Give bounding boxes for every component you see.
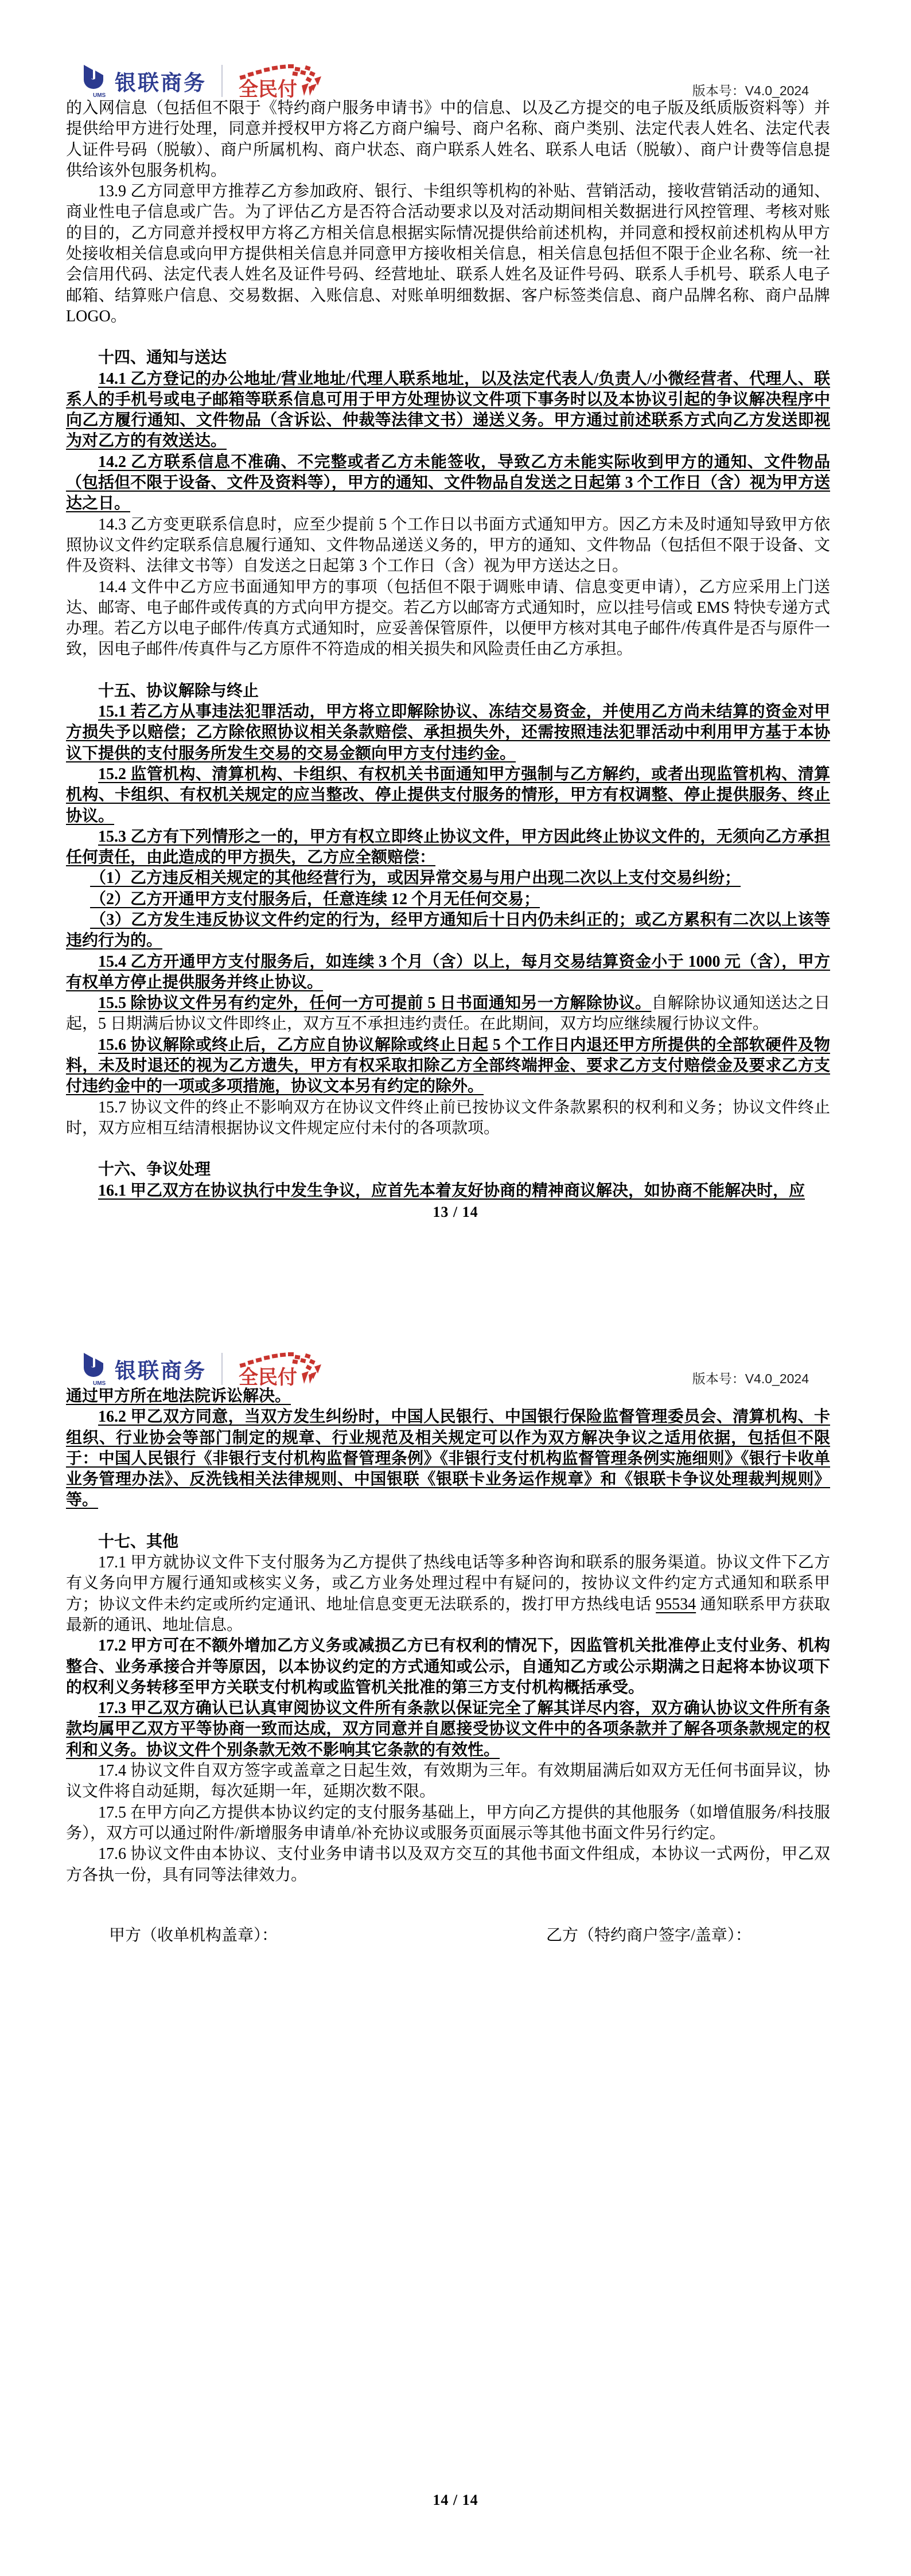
paragraph [66,702,830,764]
text-run: 16.2 甲乙双方同意，当双方发生纠纷时，中国人民银行、中国银行保险监督管理委员会、清算机构、卡组织、行业协会等部门制定的规章、行业规范及相关规定可以作为双方解决争议之适用依据，包括但不限于：中国人民银行《非银行支付机构监督管理条例》《非银行支付机构监督管理条例实施细则》《银行卡收单业务管理办法》、反洗钱相关法律规则、中国银联《银联卡业务运作规章》和《银联卡争议处理裁判规则》等。 [66,1408,830,1509]
paragraph [66,1552,830,1636]
page1-number: 13 / 14 [433,1204,478,1220]
section-heading [66,1159,830,1180]
section-heading [66,348,830,368]
page2-body [66,1386,830,1886]
party-b-signature-label: 乙方（特约商户签字/盖章）： [546,1927,752,1944]
section-heading [66,1532,830,1552]
text-run: 自解除协议通知送达之日起，5 日期满后协议文件即终止，双方互不承担违约责任。在此期间，双方均应继续履行协议文件。 [66,994,830,1033]
paragraph [66,1636,830,1698]
text-run: 17.5 在甲方向乙方提供本协议约定的支付服务基础上，甲方向乙方提供的其他服务（如增值服务/科技服务），双方可以通过附件/新增服务申请单/补充协议或服务页面展示等其他书面文件另行约定。 [66,1803,830,1842]
text-run: 十四、通知与送达 [98,349,227,367]
paragraph [66,1407,830,1511]
paragraph [66,1098,830,1139]
quanminfu-logo-icon [235,1351,327,1387]
text-run: （1）乙方违反相关规定的其他经营行为，或因异常交易与用户出现二次以上支付交易纠纷； [90,869,741,888]
header-divider [221,65,223,97]
text-run: （3）乙方发生违反协议文件约定的行为，经甲方通知后十日内仍未纠正的；或乙方累积有二次以上该等违约行为的。 [66,910,830,950]
paragraph [66,889,830,910]
text-run: 17.4 协议文件自双方签字或盖章之日起生效，有效期为三年。有效期届满后如双方无任何书面异议，协议文件将自动延期，每次延期一年，延期次数不限。 [66,1762,830,1801]
text-run: 15.2 监管机构、清算机构、卡组织、有权机关书面通知甲方强制与乙方解约，或者出现监管机构、清算机构、卡组织、有权机关规定的应当整改、停止提供支付服务的情形，甲方有权调整、停止提供服务、终止协议。 [66,765,830,825]
paragraph [66,868,830,889]
paragraph [66,181,830,327]
text-run: 17.1 甲方就协议文件下支付服务为乙方提供了热线电话等多种咨询和联系的服务渠道。协议文件下乙方有义务向甲方履行通知或核实义务，或乙方业务处理过程中有疑问的，按协议文件约定方式通知和联系甲方；协议文件未约定或所约定通讯、地址信息变更无法联系的，拨打甲方热线电话 [66,1554,830,1613]
text-run: 14.1 乙方登记的办公地址/营业地址/代理人联系地址，以及法定代表人/负责人/小微经营者、代理人、联系人的手机号或电子邮箱等联系信息可用于甲方处理协议文件项下事务时以及本协议引起的争议解决程序中向乙方履行通知、文件物品（含诉讼、仲裁等法律文书）递送义务。甲方通过前述联系方式向乙方发送即视为对乙方的有效送达。 [66,369,830,450]
page2-number: 14 / 14 [433,2492,478,2508]
company-name: 银联商务 [115,1359,207,1383]
document-header [80,1351,327,1387]
paragraph [66,98,830,181]
svg-text:UMS: UMS [93,92,106,98]
paragraph [66,369,830,452]
text-run: 15.3 乙方有下列情形之一的，甲方有权立即终止协议文件，甲方因此终止协议文件的，无须向乙方承担任何责任，由此造成的甲方损失，乙方应全额赔偿： [66,827,830,867]
text-run: 15.4 乙方开通甲方支付服务后，如连续 3 个月（含）以上，每月交易结算资金小于 1000 元（含），甲方有权单方停止提供服务并终止协议。 [66,952,830,991]
text-run: 14.2 乙方联系信息不准确、不完整或者乙方未能签收，导致乙方未能实际收到甲方的通知、文件物品（包括但不限于设备、文件及资料等），甲方的通知、文件物品自发送之日起第 3 个工作日（含）视为甲方送达之日。 [66,453,830,513]
svg-text:全民付: 全民付 [239,1367,297,1387]
paragraph [66,993,830,1035]
paragraph [66,764,830,827]
paragraph [66,452,830,515]
text-run: 15.6 协议解除或终止后，乙方应自协议解除或终止日起 5 个工作日内退还甲方所提供的全部软硬件及物料，未及时退还的视为乙方遗失，甲方有权采取扣除乙方全部终端押金、要求乙方支付赔偿金及要求乙方支付违约金中的一项或多项措施，协议文本另有约定的除外。 [66,1036,830,1096]
text-run: 15.5 除协议文件另有约定外，任何一方可提前 5 日书面通知另一方解除协议。 [98,994,652,1013]
quanminfu-logo-icon [235,63,327,99]
text-run: 16.1 甲乙双方在协议执行中发生争议，应首先本着友好协商的精神商议解决，如协商不能解决时，应 [98,1181,805,1200]
text-run: （2）乙方开通甲方支付服务后，任意连续 12 个月无任何交易； [90,890,540,908]
company-name: 银联商务 [115,71,207,95]
text-run: 十五、协议解除与终止 [98,682,259,700]
paragraph [66,827,830,869]
text-run: 的入网信息（包括但不限于《特约商户服务申请书》中的信息、以及乙方提交的电子版及纸质版资料等）并提供给甲方进行处理，同意并授权甲方将乙方商户编号、商户名称、商户类别、法定代表人姓名、法定代表人证件号码（脱敏）、商户所属机构、商户状态、商户联系人姓名、联系人电话（脱敏）、商户计费等信息提供给该外包服务机构。 [66,99,830,180]
paragraph [66,910,830,952]
paragraph [66,515,830,577]
text-run: 17.3 甲乙双方确认已认真审阅协议文件所有条款以保证完全了解其详尽内容，双方确认协议文件所有条款均属甲乙双方平等协商一致而达成，双方同意并自愿接受协议文件中的各项条款并了解各项条款规定的权利和义务。协议文件个别条款无效不影响其它条款的有效性。 [66,1699,830,1759]
ums-logo-icon [80,1352,107,1386]
text-run: 通过甲方所在地法院诉讼解决。 [66,1387,291,1405]
paragraph [66,1386,830,1407]
text-run: 14.3 乙方变更联系信息时，应至少提前 5 个工作日以书面方式通知甲方。因乙方未及时通知导致甲方依照协议文件约定联系信息履行通知、文件物品递送义务的，甲方的通知、文件物品（包括但不限于设备、文件及资料、法律文书等）自发送之日起第 3 个工作日（含）视为甲方送达之日。 [66,515,830,575]
version-label: 版本号：V4.0_2024 [692,83,809,98]
paragraph [66,952,830,994]
paragraph [66,1844,830,1886]
text-run: 14.4 文件中乙方应书面通知甲方的事项（包括但不限于调账申请、信息变更申请），乙方应采用上门送达、邮寄、电子邮件或传真的方式向甲方提交。若乙方以邮寄方式通知时，应以挂号信或 EMS 特快专递方式办理。若乙方以电子邮件/传真方式通知时，应妥善保管原件，以便甲方核对其电子邮件/传真件是否与原件一致，因电子邮件/传真件与乙方原件不符造成的相关损失和风险责任由乙方承担。 [66,578,830,659]
svg-text:UMS: UMS [93,1380,106,1386]
text-run: 13.9 乙方同意甲方推荐乙方参加政府、银行、卡组织等机构的补贴、营销活动，接收营销活动的通知、商业性电子信息或广告。为了评估乙方是否符合活动要求以及对活动期间相关数据进行风控管理、考核对账的目的，乙方同意并授权甲方将乙方相关信息根据实际情况提供给前述机构，并同意和授权前述机构从甲方处接收相关信息或向甲方提供相关信息并同意甲方接收相关信息，相关信息包括但不限于企业名称、统一社会信用代码、法定代表人姓名及证件号码、经营地址、联系人姓名及证件号码、联系人手机号、联系人电子邮箱、结算账户信息、交易数据、入账信息、对账单明细数据、客户标签类信息、商户品牌名称、商户品牌 LOGO。 [66,182,830,325]
text-run: 15.1 若乙方从事违法犯罪活动，甲方将立即解除协议、冻结交易资金，并使用乙方尚未结算的资金对甲方损失予以赔偿；乙方除依照协议相关条款赔偿、承担损失外，还需按照违法犯罪活动中利用甲方基于本协议下提供的支付服务所发生交易的交易金额向甲方支付违约金。 [66,703,830,762]
document-header [80,63,327,99]
paragraph [66,1181,830,1201]
header-divider [221,1353,223,1385]
paragraph [66,1761,830,1803]
text-run: 十六、争议处理 [98,1161,211,1179]
text-run: 17.2 甲方可在不额外增加乙方义务或减损乙方已有权利的情况下，因监管机关批准停止支付业务、机构整合、业务承接合并等原因，以本协议约定的方式通知或公示，自通知乙方或公示期满之日起将本协议项下的权利义务转移至甲方关联支付机构或监管机关批准的第三方支付机构概括承受。 [66,1637,830,1696]
paragraph [66,1035,830,1098]
product-name-text: 全民付 [239,79,297,99]
version-label: 版本号：V4.0_2024 [692,1371,809,1386]
text-run: 15.7 协议文件的终止不影响双方在协议文件终止前已按协议文件条款累积的权利和义务；协议文件终止时，双方应相互结清根据协议文件规定应付未付的各项款项。 [66,1098,830,1137]
ums-logo-icon [80,64,107,98]
party-a-signature-label: 甲方（收单机构盖章）： [109,1927,278,1944]
text-run: 十七、其他 [98,1532,179,1551]
paragraph [66,1803,830,1845]
page-14 [0,1288,911,2576]
page1-body [66,98,830,1201]
text-run: 17.6 协议文件由本协议、支付业务申请书以及双方交互的其他书面文件组成，本协议一式两份，甲乙双方各执一份，具有同等法律效力。 [66,1845,830,1884]
paragraph [66,1698,830,1761]
section-heading [66,681,830,702]
text-run: 通知联系甲方获取最新的通讯、地址信息。 [66,1595,830,1634]
paragraph [66,577,830,660]
text-run: 95534 [656,1595,696,1613]
